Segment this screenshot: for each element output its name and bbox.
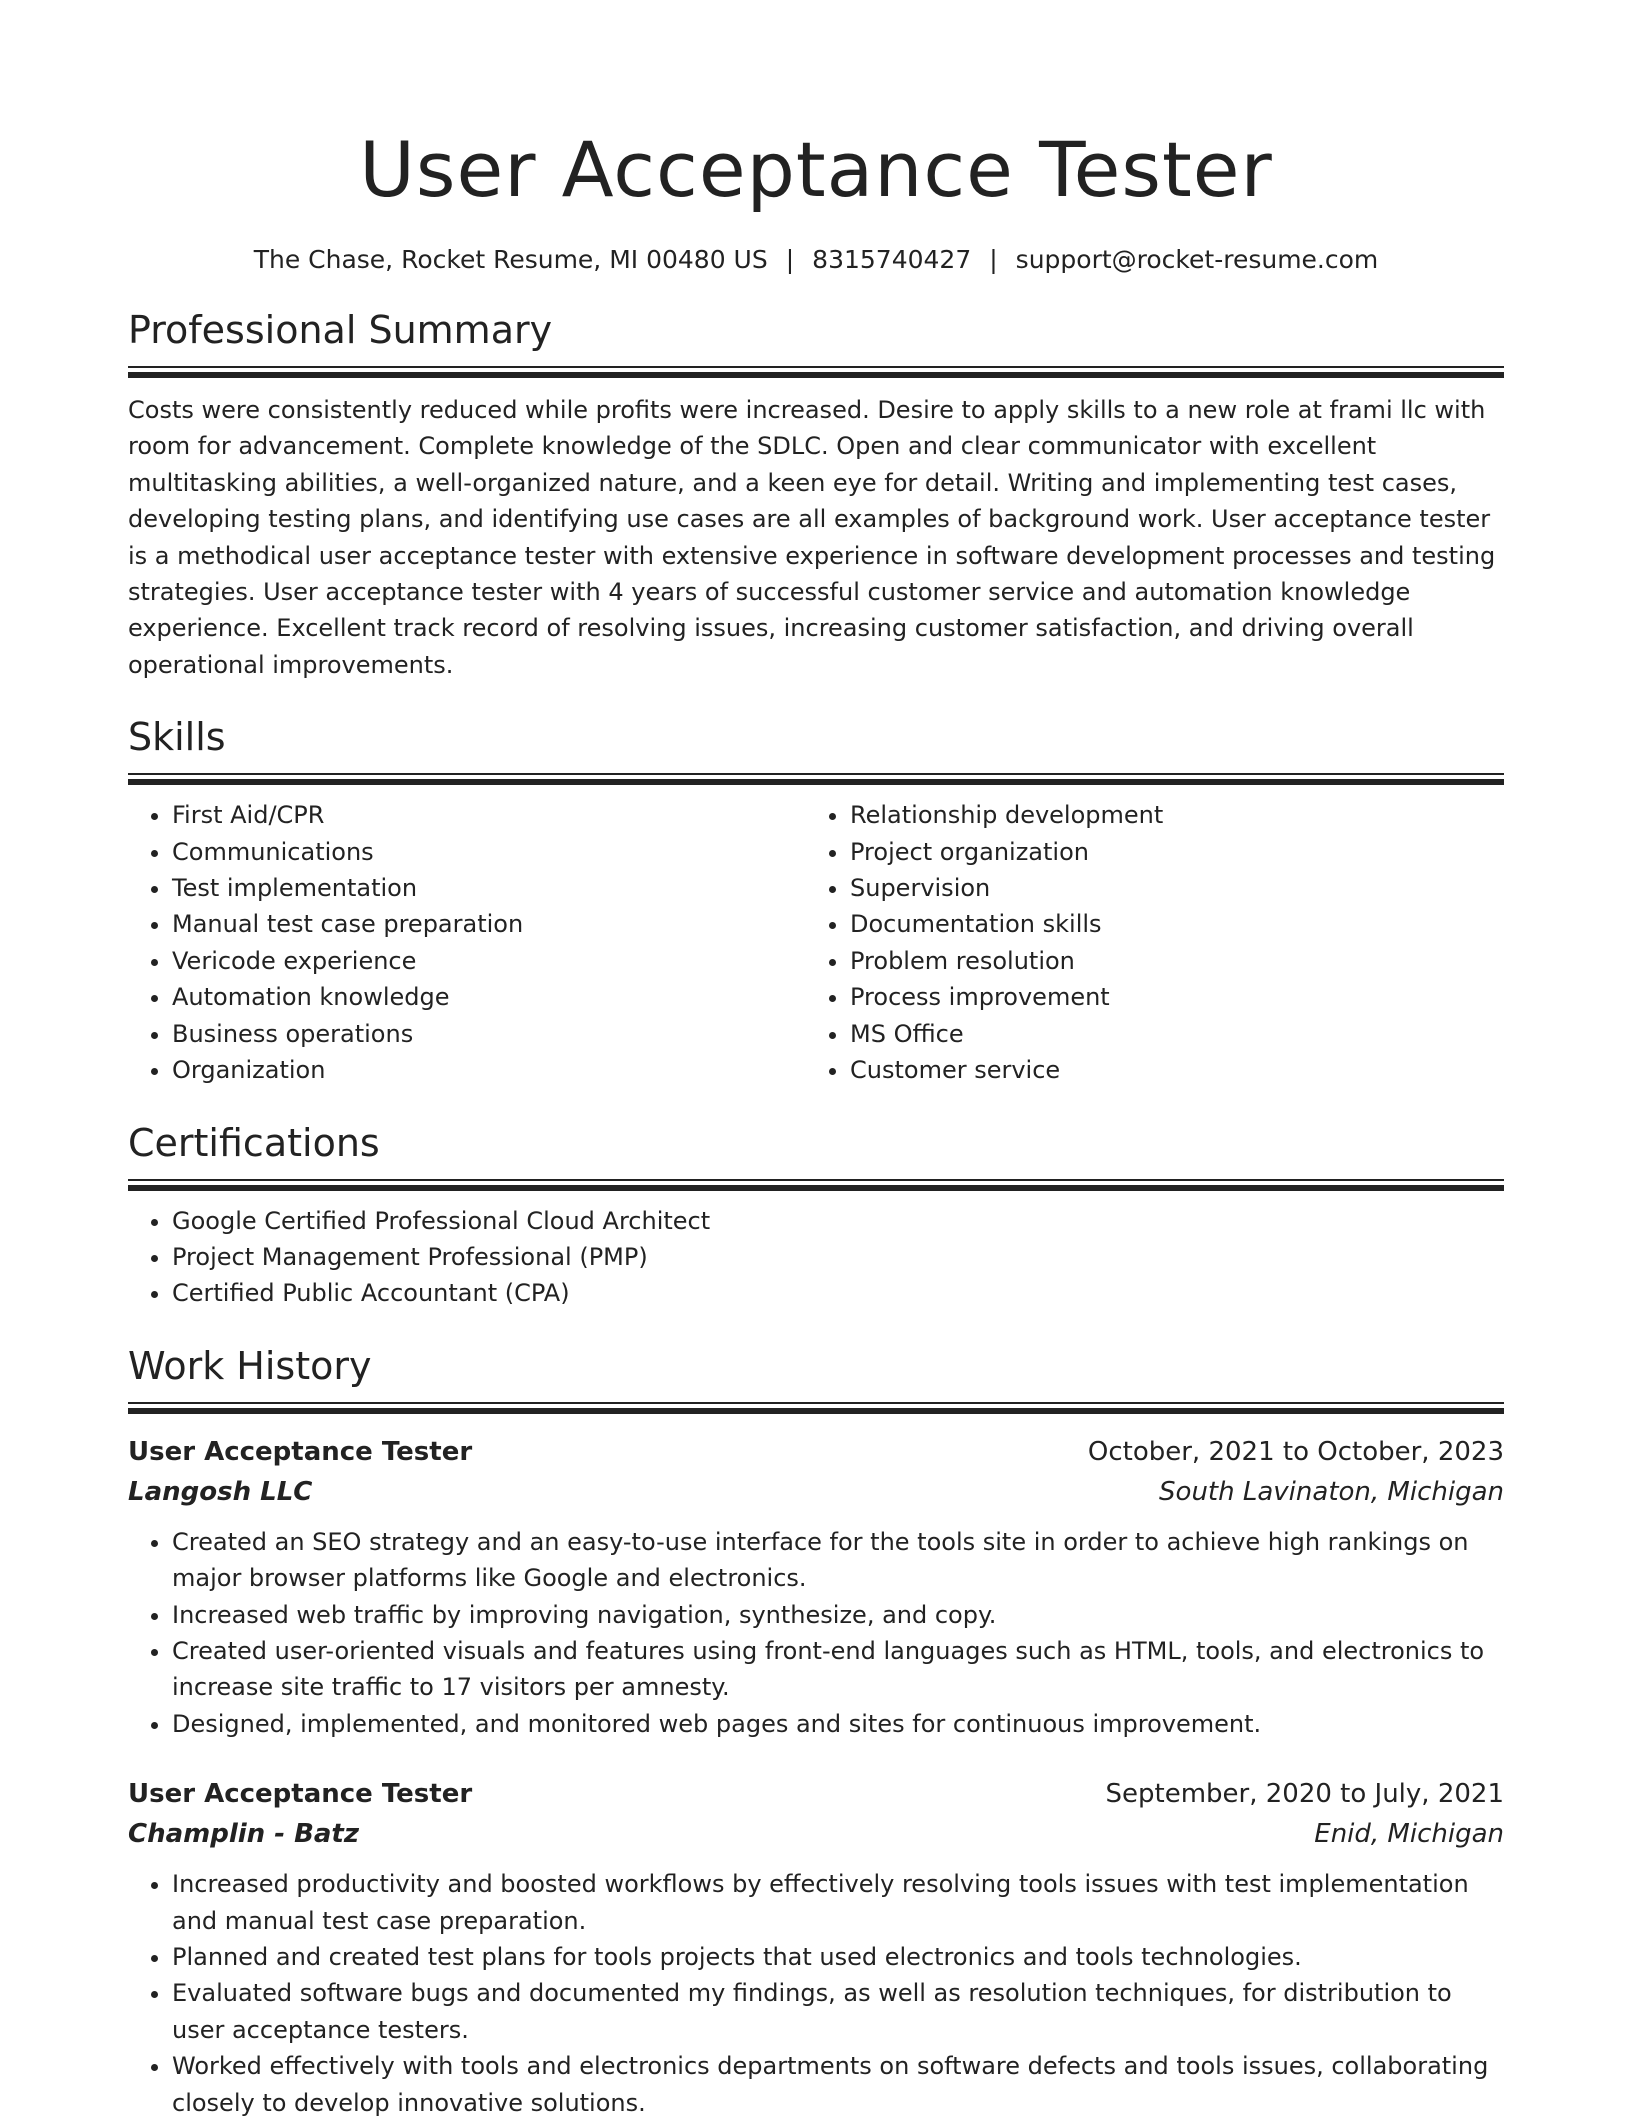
skill-item: • Customer service: [850, 1052, 1484, 1088]
skill-item: • Documentation skills: [850, 906, 1484, 942]
job-company-row: [128, 1814, 1504, 1854]
job-bullet: • Designed, implemented, and monitored web pages and sites for continuous improvement.: [172, 1706, 1504, 1742]
job-bullet: • Worked effectively with tools and electronics departments on software defects and tools issues, collaborating closely to develop innovative solutions.: [172, 2048, 1504, 2121]
skill-item: • Project organization: [850, 834, 1484, 870]
certification-item: • Google Certified Professional Cloud Architect: [172, 1203, 1504, 1239]
contact-line: [128, 244, 1504, 276]
section-divider: [128, 1179, 1504, 1191]
contact-phone: 8315740427: [812, 245, 972, 274]
section-title-skills: Skills: [128, 715, 226, 760]
job-company: Champlin - Batz: [128, 1819, 359, 1850]
contact-separator: |: [785, 245, 795, 274]
contact-address: The Chase, Rocket Resume, MI 00480 US: [253, 245, 768, 274]
skill-item: • Organization: [172, 1052, 806, 1088]
skills-section: [128, 713, 1504, 1088]
job-title: User Acceptance Tester: [128, 1436, 473, 1467]
skill-item: • Business operations: [172, 1016, 806, 1052]
section-title-certifications: Certifications: [128, 1120, 380, 1165]
certification-item: • Certified Public Accountant (CPA): [172, 1275, 1504, 1311]
skills-list-right: [806, 797, 1484, 1088]
skill-item: • Vericode experience: [172, 943, 806, 979]
section-divider: [128, 366, 1504, 378]
job-entry: [128, 1774, 1504, 2121]
certifications-list: [128, 1203, 1504, 1312]
skill-item: • Communications: [172, 834, 806, 870]
job-bullet: • Increased productivity and boosted workflows by effectively resolving tools issues with test implementation and manual test case preparation.: [172, 1866, 1504, 1939]
job-bullet: • Evaluated software bugs and documented my findings, as well as resolution techniques, for distribution to user acceptance testers.: [172, 1975, 1504, 2048]
summary-section: [128, 306, 1504, 683]
job-bullet: • Created user-oriented visuals and features using front-end languages such as HTML, tools, and electronics to increase site traffic to 17 visitors per amnesty.: [172, 1633, 1504, 1706]
job-dates: October, 2021 to October, 2023: [1087, 1436, 1504, 1467]
skill-item: • Problem resolution: [850, 943, 1484, 979]
certification-item: • Project Management Professional (PMP): [172, 1239, 1504, 1275]
job-bullets: [128, 1524, 1504, 1742]
skill-item: • First Aid/CPR: [172, 797, 806, 833]
skill-item: • Process improvement: [850, 979, 1484, 1015]
contact-email: support@rocket-resume.com: [1015, 245, 1379, 274]
candidate-name: User Acceptance Tester: [359, 125, 1273, 214]
contact-separator: |: [989, 245, 998, 274]
skill-item: • Relationship development: [850, 797, 1484, 833]
job-bullet: • Planned and created test plans for tools projects that used electronics and tools technologies.: [172, 1939, 1504, 1975]
job-company: Langosh LLC: [128, 1476, 313, 1507]
section-divider: [128, 773, 1504, 785]
job-bullets: [128, 1866, 1504, 2121]
skill-item: • Supervision: [850, 870, 1484, 906]
certifications-section: [128, 1119, 1504, 1312]
job-header-row: [128, 1432, 1504, 1472]
section-title-work-history: Work History: [128, 1343, 372, 1388]
job-company-row: [128, 1472, 1504, 1512]
job-entry: [128, 1432, 1504, 1742]
skill-item: • Test implementation: [172, 870, 806, 906]
skill-item: • Manual test case preparation: [172, 906, 806, 942]
skills-list-left: [128, 797, 806, 1088]
summary-text: Costs were consistently reduced while profits were increased. Desire to apply skills to a new role at frami llc with room for advancement. Complete knowledge of the SDLC. Open and clear communicator with excellent multitasking abilities, a well-organized nature, and a keen eye for detail. Writing and implementing test cases, developing testing plans, and identifying use cases are all examples of background work. User acceptance tester is a methodical user acceptance tester with extensive experience in software development processes and testing strategies. User acceptance tester with 4 years of successful customer service and automation knowledge experience. Excellent track record of resolving issues, increasing customer satisfaction, and driving overall operational improvements.: [128, 396, 1496, 679]
job-bullet: • Created an SEO strategy and an easy-to-use interface for the tools site in order to achieve high rankings on major browser platforms like Google and electronics.: [172, 1524, 1504, 1597]
skill-item: • MS Office: [850, 1016, 1484, 1052]
job-location: Enid, Michigan: [1314, 1819, 1504, 1850]
section-title-summary: Professional Summary: [128, 308, 553, 352]
section-divider: [128, 1402, 1504, 1414]
job-header-row: [128, 1774, 1504, 1814]
job-bullet: • Increased web traffic by improving navigation, synthesize, and copy.: [172, 1597, 1504, 1633]
skill-item: • Automation knowledge: [172, 979, 806, 1015]
job-title: User Acceptance Tester: [128, 1779, 473, 1810]
job-dates: September, 2020 to July, 2021: [1105, 1779, 1504, 1810]
work-history-section: [128, 1342, 1504, 2121]
skills-columns: [128, 797, 1504, 1088]
job-location: South Lavinaton, Michigan: [1159, 1476, 1504, 1507]
